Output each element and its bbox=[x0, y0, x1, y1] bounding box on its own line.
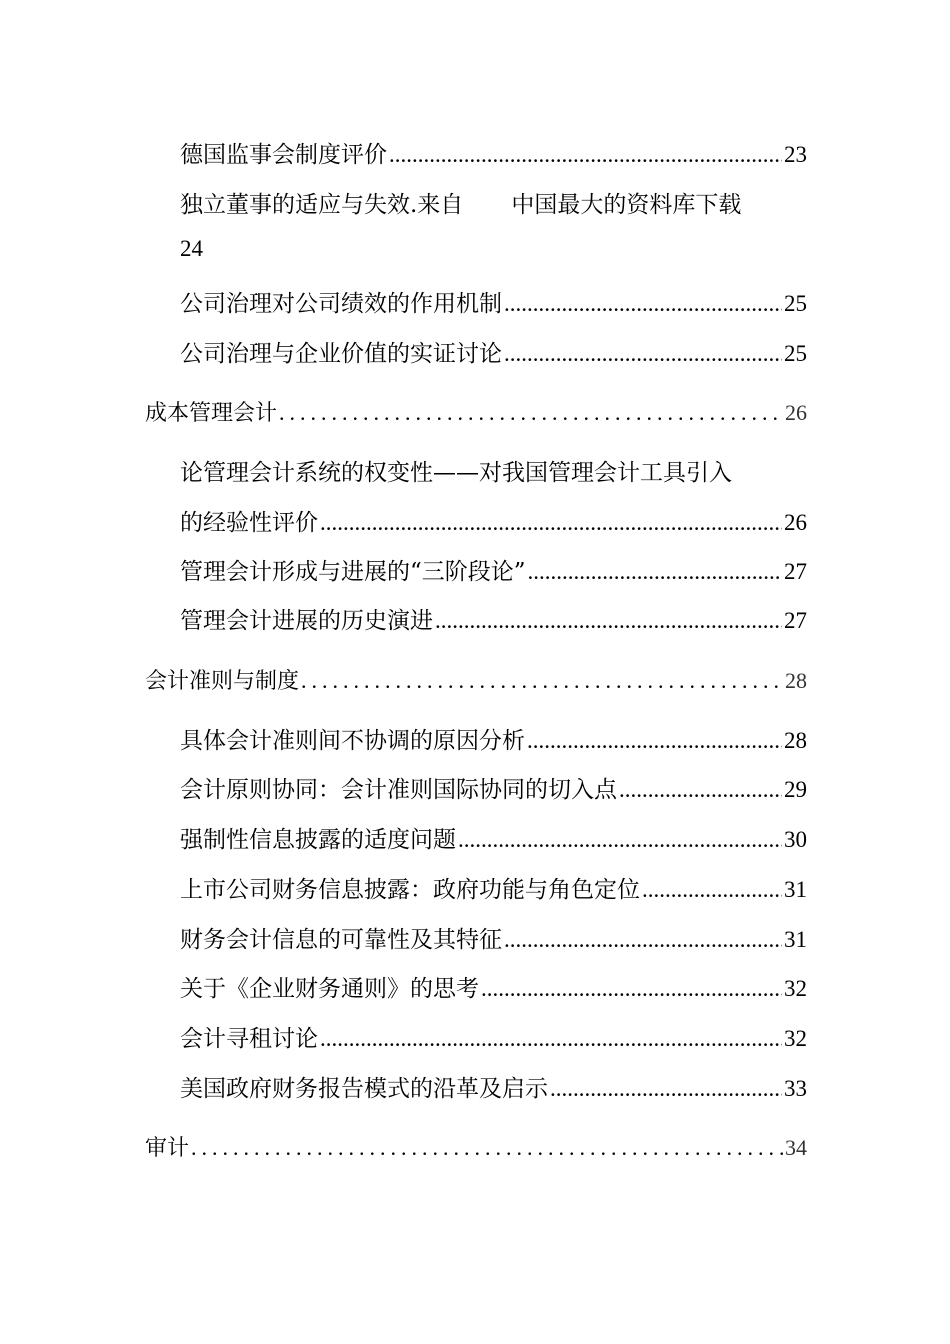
toc-page-number: 24 bbox=[180, 236, 203, 261]
toc-entry-title: 公司治理对公司绩效的作用机制 bbox=[180, 291, 502, 317]
dot-leader bbox=[528, 559, 782, 585]
toc-entry-title-continued: 的经验性评价 bbox=[180, 510, 318, 536]
toc-section-heading[interactable] bbox=[145, 664, 807, 695]
dot-leader bbox=[504, 291, 782, 317]
toc-entry[interactable] bbox=[180, 285, 807, 318]
toc-entry[interactable] bbox=[180, 1070, 807, 1103]
dot-leader bbox=[504, 927, 782, 953]
toc-page-number: 27 bbox=[784, 559, 807, 584]
toc-entry-title: 强制性信息披露的适度问题 bbox=[180, 827, 456, 853]
toc-page-number: 31 bbox=[784, 927, 807, 952]
toc-page-number: 28 bbox=[785, 668, 807, 693]
toc-entry[interactable] bbox=[180, 335, 807, 368]
toc-entry-title: 具体会计准则间不协调的原因分析 bbox=[180, 728, 525, 754]
toc-entry-title-continued: 中国最大的资料库下载 bbox=[511, 192, 742, 218]
dot-leader bbox=[504, 341, 782, 367]
toc-section-title: 审计 bbox=[145, 1136, 190, 1161]
toc-entry-title: 美国政府财务报告模式的沿革及启示 bbox=[180, 1076, 548, 1102]
dot-leader bbox=[320, 510, 782, 536]
dot-leader bbox=[619, 777, 782, 803]
toc-entry-title: 会计寻租讨论 bbox=[180, 1026, 318, 1052]
toc-entry[interactable] bbox=[180, 1020, 807, 1053]
dot-leader bbox=[320, 1026, 782, 1052]
toc-entry[interactable] bbox=[180, 821, 807, 854]
toc-entry-title: 财务会计信息的可靠性及其特征 bbox=[180, 927, 502, 953]
toc-entry[interactable] bbox=[180, 771, 807, 804]
toc-page-number: 25 bbox=[784, 341, 807, 366]
toc-entry-title: 会计原则协同：会计准则国际协同的切入点 bbox=[180, 777, 617, 803]
toc-entry-title: 论管理会计系统的权变性——对我国管理会计工具引入 bbox=[180, 460, 732, 486]
toc-page-number: 33 bbox=[784, 1076, 807, 1101]
toc-section-title: 会计准则与制度 bbox=[145, 669, 300, 694]
toc-entry[interactable] bbox=[180, 602, 807, 635]
toc-page-number: 34 bbox=[785, 1135, 807, 1160]
toc-page-number: 32 bbox=[784, 976, 807, 1001]
toc-section-heading[interactable] bbox=[145, 1131, 807, 1162]
toc-page-number: 30 bbox=[784, 827, 807, 852]
toc-entry[interactable] bbox=[180, 553, 807, 586]
dot-leader bbox=[527, 728, 782, 754]
toc-page-number: 26 bbox=[784, 510, 807, 535]
toc-page-number: 25 bbox=[784, 291, 807, 316]
toc-entry-title: 公司治理与企业价值的实证讨论 bbox=[180, 341, 502, 367]
toc-entry-wrapped[interactable] bbox=[180, 454, 732, 487]
dot-leader bbox=[191, 1135, 783, 1161]
toc-page-number: 28 bbox=[784, 728, 807, 753]
dot-leader bbox=[279, 400, 783, 426]
dot-leader bbox=[642, 877, 782, 903]
toc-page-number: 27 bbox=[784, 608, 807, 633]
toc-page-number: 32 bbox=[784, 1026, 807, 1051]
toc-entry[interactable] bbox=[180, 136, 807, 169]
toc-page-number: 31 bbox=[784, 877, 807, 902]
toc-page-number: 23 bbox=[784, 142, 807, 167]
toc-entry-title: 管理会计进展的历史演进 bbox=[180, 608, 433, 634]
toc-entry[interactable] bbox=[180, 871, 807, 904]
toc-entry-title: 上市公司财务信息披露：政府功能与角色定位 bbox=[180, 877, 640, 903]
toc-entry[interactable] bbox=[180, 722, 807, 755]
toc-entry[interactable] bbox=[180, 504, 807, 537]
toc-entry-title: 管理会计形成与进展的“三阶段论” bbox=[180, 559, 526, 585]
toc-section-title: 成本管理会计 bbox=[145, 401, 278, 426]
dot-leader bbox=[435, 608, 782, 634]
toc-entry-title: 德国监事会制度评价 bbox=[180, 142, 387, 168]
toc-page-number-line bbox=[180, 236, 203, 262]
dot-leader bbox=[389, 142, 782, 168]
dot-leader bbox=[481, 976, 782, 1002]
toc-entry-title: 关于《企业财务通则》的思考 bbox=[180, 976, 479, 1002]
dot-leader bbox=[458, 827, 782, 853]
toc-entry-wrapped[interactable] bbox=[180, 186, 741, 219]
toc-page-number: 26 bbox=[785, 400, 807, 425]
toc-entry[interactable] bbox=[180, 921, 807, 954]
dot-leader bbox=[550, 1076, 782, 1102]
toc-section-heading[interactable] bbox=[145, 396, 807, 427]
toc-page-number: 29 bbox=[784, 777, 807, 802]
toc-entry-title: 独立董事的适应与失效.来自 bbox=[180, 192, 464, 218]
toc-entry[interactable] bbox=[180, 970, 807, 1003]
dot-leader bbox=[301, 668, 783, 694]
